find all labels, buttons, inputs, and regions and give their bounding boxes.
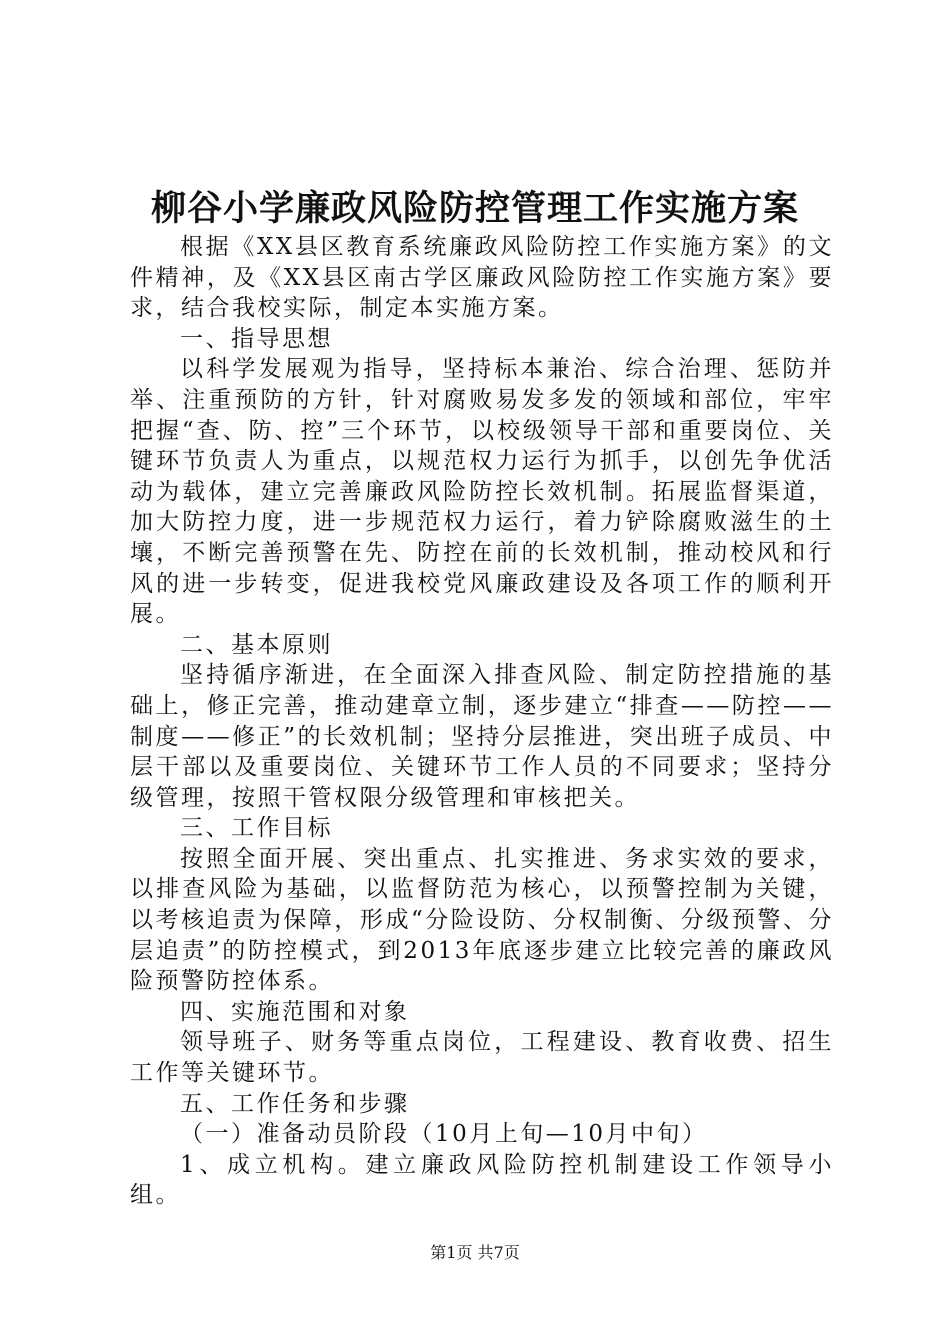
- page-number-footer: 第1页 共7页: [430, 1243, 520, 1262]
- paragraph-guiding-ideology: 以科学发展观为指导，坚持标本兼治、综合治理、惩防并举、注重预防的方针，针对腐败易发多发的领域和部位，牢牢把握“查、防、控”三个环节，以校级领导干部和重要岗位、关键环节负责人为重点，以规范权力运行为抓手，以创先争优活动为载体，建立完善廉政风险防控长效机制。拓展监督渠道，加大防控力度，进一步规范权力运行，着力铲除腐败滋生的土壤，不断完善预警在先、防控在前的长效机制，推动校风和行风的进一步转变，促进我校党风廉政建设及各项工作的顺利开展。: [130, 356, 834, 628]
- paragraph-work-goals: 按照全面开展、突出重点、扎实推进、务求实效的要求，以排查风险为基础，以监督防范为核心，以预警控制为关键，以考核追责为保障，形成“分险设防、分权制衡、分级预警、分层追责”的防控模式，到2013年底逐步建立比较完善的廉政风险预警防控体系。: [130, 845, 834, 995]
- section-heading-work-goals: 三、工作目标: [180, 815, 333, 842]
- paragraph-establish-organization: 1、成立机构。建立廉政风险防控机制建设工作领导小组。: [130, 1151, 834, 1209]
- document-title: 柳谷小学廉政风险防控管理工作实施方案: [150, 188, 799, 229]
- paragraph-basic-principles: 坚持循序渐进，在全面深入排查风险、制定防控措施的基础上，修正完善，推动建章立制，逐步建立“排查——防控——制度——修正”的长效机制；坚持分层推进，突出班子成员、中层干部以及重要岗位、关键环节工作人员的不同要求；坚持分级管理，按照干管权限分级管理和审核把关。: [130, 662, 834, 811]
- subheading-preparation-stage: （一）准备动员阶段（10月上旬—10月中旬）: [180, 1121, 708, 1148]
- document-body: [130, 232, 834, 1211]
- section-heading-basic-principles: 二、基本原则: [180, 631, 333, 658]
- section-heading-guiding-ideology: 一、指导思想: [180, 325, 333, 352]
- paragraph-intro: 根据《XX县区教育系统廉政风险防控工作实施方案》的文件精神，及《XX县区南古学区廉政风险防控工作实施方案》要求，结合我校实际，制定本实施方案。: [130, 234, 834, 322]
- section-heading-scope: 四、实施范围和对象: [180, 998, 410, 1025]
- section-heading-tasks-steps: 五、工作任务和步骤: [180, 1090, 410, 1117]
- paragraph-scope: 领导班子、财务等重点岗位，工程建设、教育收费、招生工作等关键环节。: [130, 1029, 834, 1087]
